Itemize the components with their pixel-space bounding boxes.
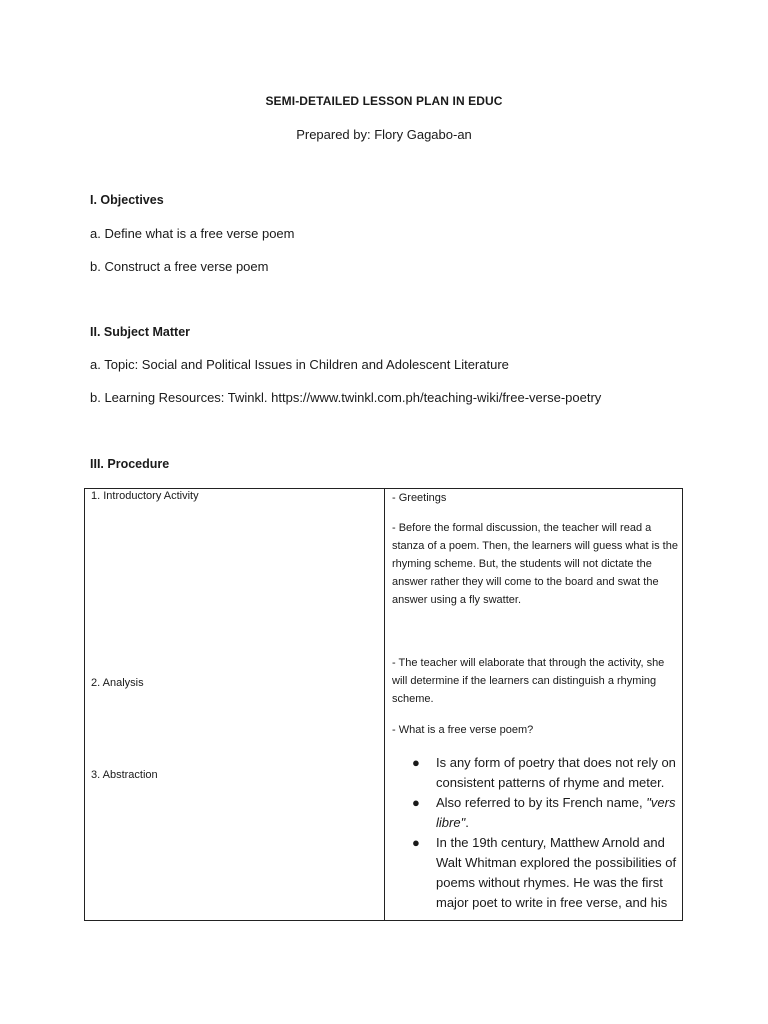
- topic-line: a. Topic: Social and Political Issues in Children and Adolescent Literature: [90, 357, 509, 372]
- list-item: [392, 833, 682, 913]
- objective-a: a. Define what is a free verse poem: [90, 226, 295, 241]
- greetings-text: - Greetings: [392, 492, 447, 504]
- list-item: [392, 793, 682, 833]
- definition-bullet-list: [392, 753, 682, 913]
- table-column-divider: [384, 489, 385, 920]
- bullet-text-suffix: .: [465, 815, 469, 830]
- prepared-by: Prepared by: Flory Gagabo-an: [296, 127, 472, 142]
- procedure-heading: III. Procedure: [90, 457, 170, 471]
- bullet-italic-text: "vers libre": [436, 795, 676, 830]
- subject-matter-heading: II. Subject Matter: [90, 325, 191, 339]
- page-title: SEMI-DETAILED LESSON PLAN IN EDUC: [265, 94, 503, 108]
- step-introductory-activity: 1. Introductory Activity: [91, 490, 199, 502]
- step-analysis: 2. Analysis: [91, 677, 144, 689]
- bullet-text: Also referred to by its French name,: [436, 795, 647, 810]
- activity-text: - Before the formal discussion, the teacher will read a stanza of a poem. Then, the learners will guess what is the rhyming scheme. But, the students will not dictate the answer rather they will come to the board and swat the answer using a fly swatter.: [392, 522, 678, 606]
- bullet-dot-icon: ●: [412, 755, 420, 770]
- objective-b: b. Construct a free verse poem: [90, 259, 269, 274]
- analysis-text: - The teacher will elaborate that through the activity, she will determine if the learners can distinguish a rhyming scheme.: [392, 657, 665, 705]
- question-text: - What is a free verse poem?: [392, 724, 534, 736]
- bullet-dot-icon: ●: [412, 795, 420, 810]
- procedure-table: [84, 488, 683, 921]
- bullet-text: In the 19th century, Matthew Arnold and Walt Whitman explored the possibilities of poems without rhymes. He was the first major poet to write in free verse, and his: [436, 835, 677, 910]
- learning-resources-line: b. Learning Resources: Twinkl. https://www.twinkl.com.ph/teaching-wiki/free-verse-poetry: [90, 390, 602, 405]
- objectives-heading: I. Objectives: [90, 193, 164, 207]
- bullet-text: Is any form of poetry that does not rely on consistent patterns of rhyme and meter.: [436, 755, 676, 790]
- step-abstraction: 3. Abstraction: [91, 769, 158, 781]
- bullet-dot-icon: ●: [412, 835, 420, 850]
- list-item: [392, 753, 682, 793]
